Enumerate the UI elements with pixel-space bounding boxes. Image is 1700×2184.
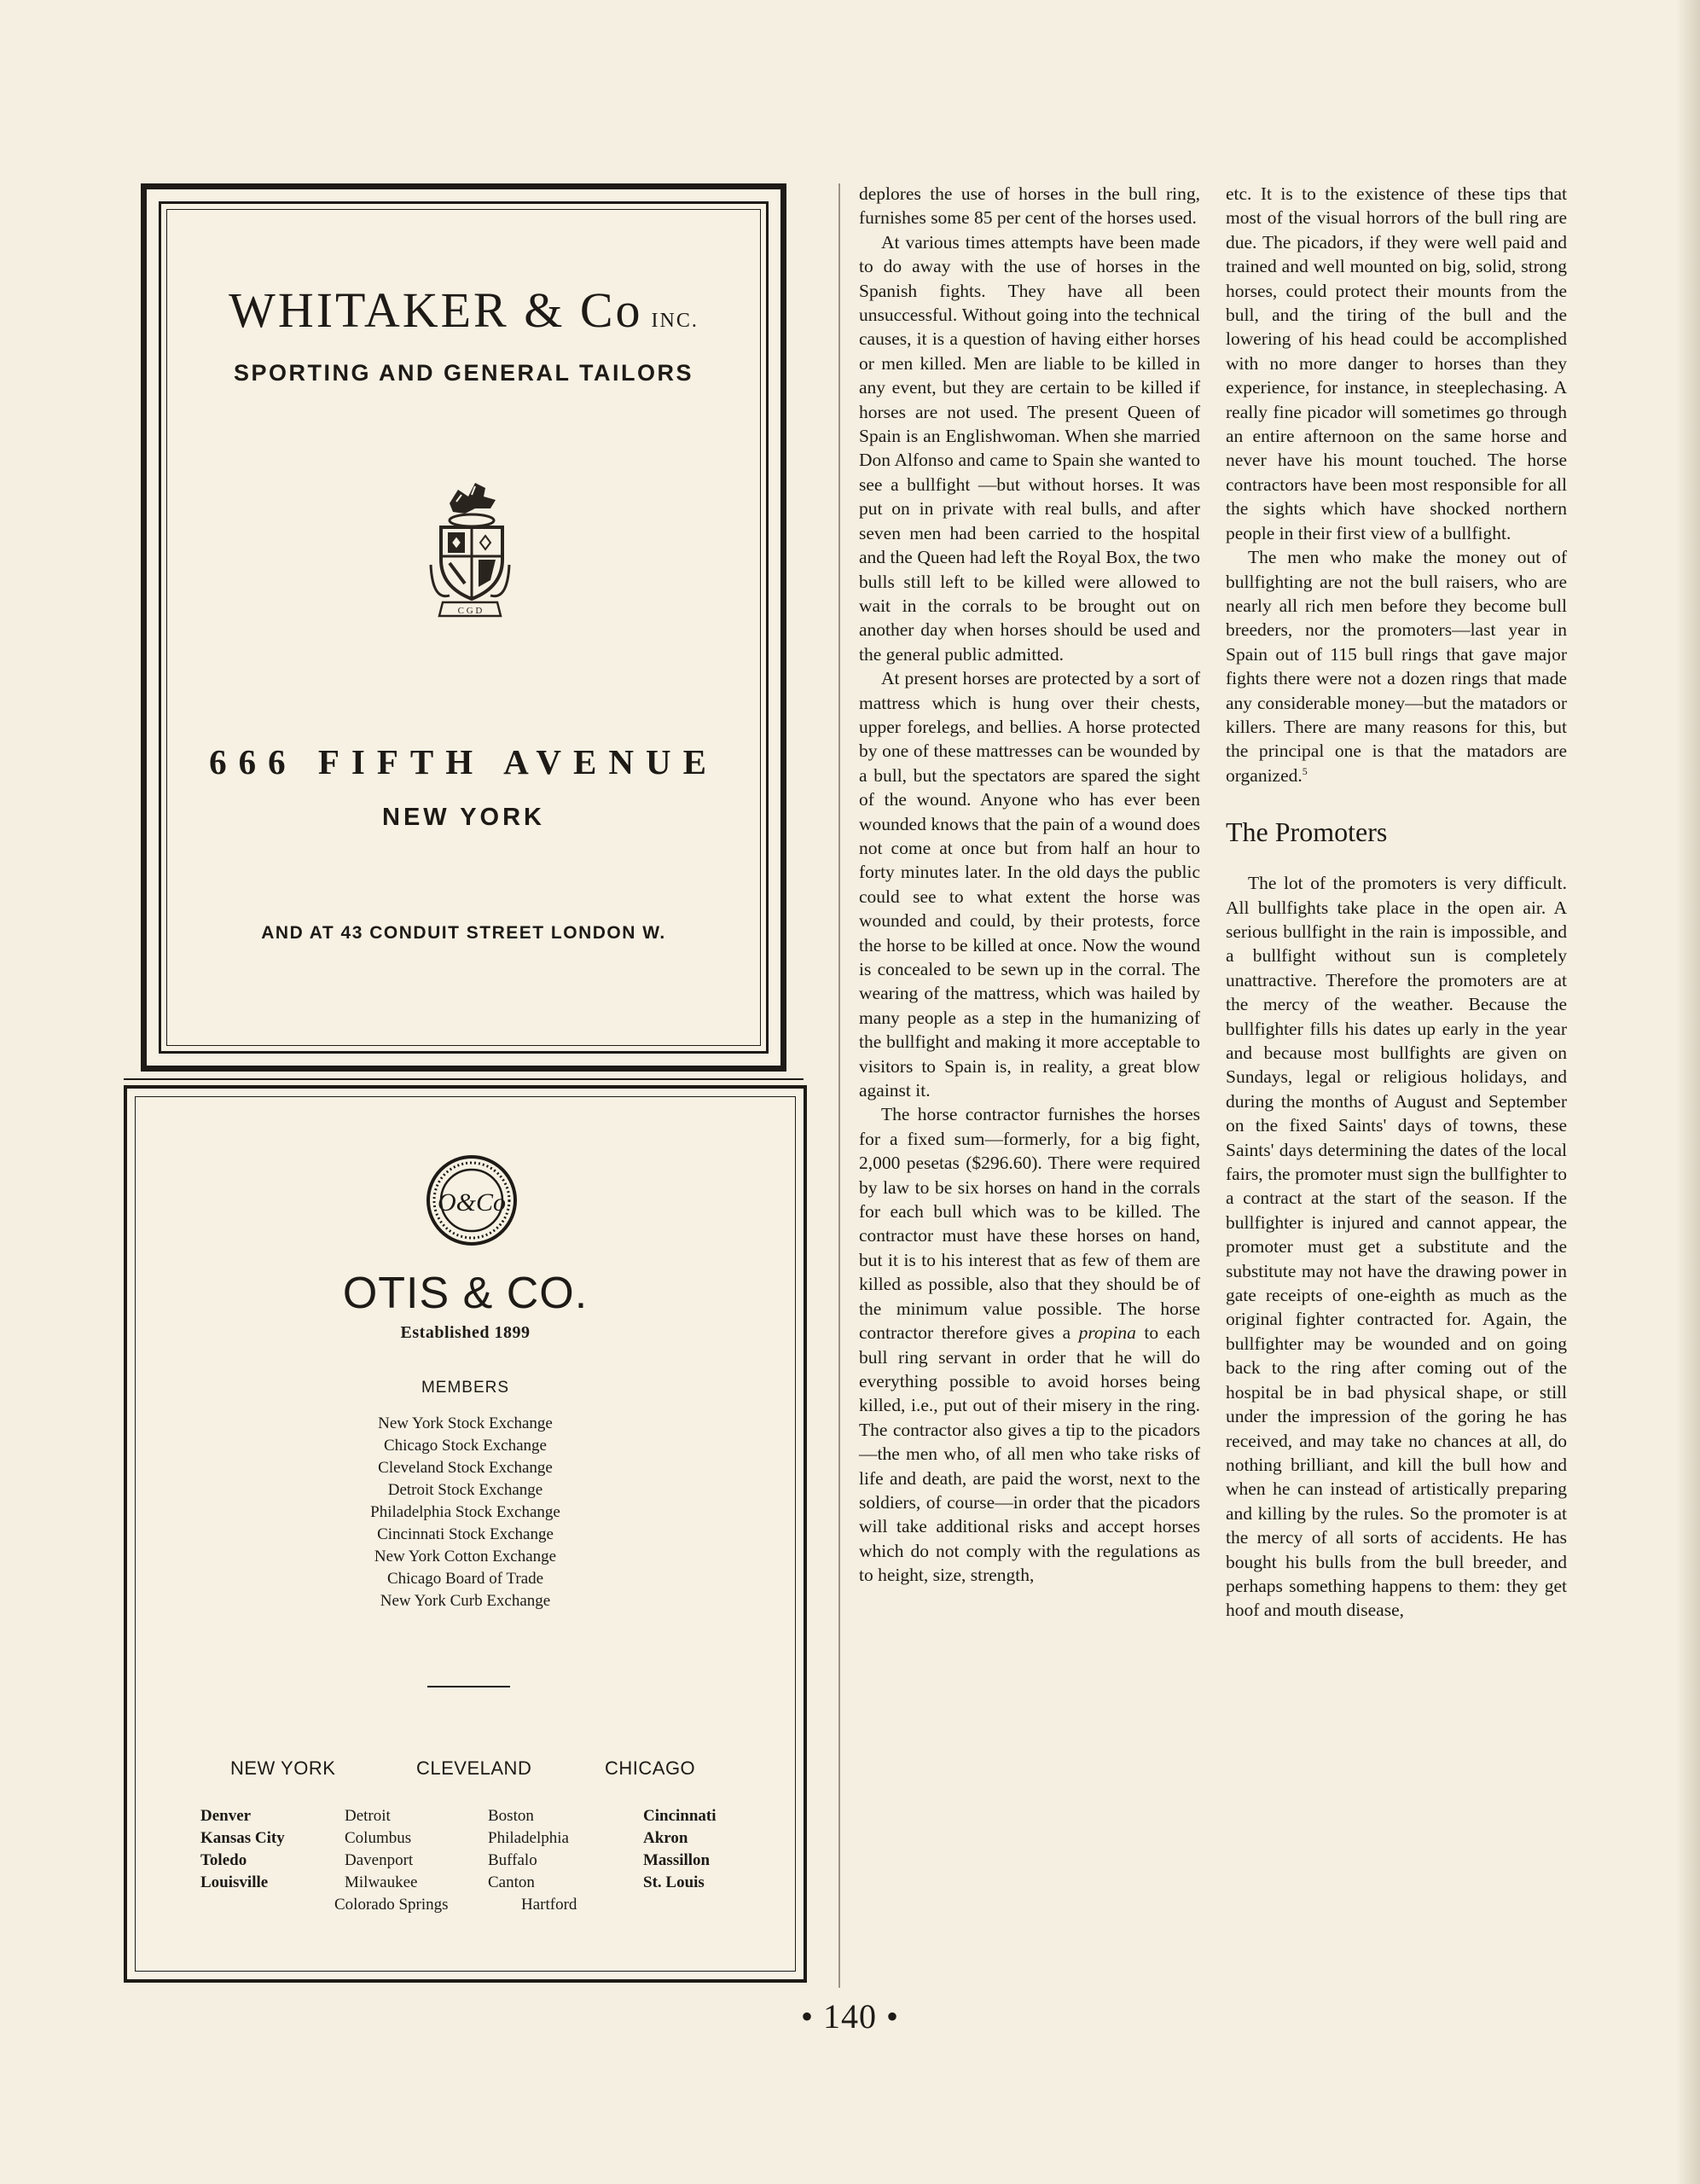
members-list [127,1413,804,1612]
section-heading: The Promoters [1226,816,1388,848]
branch-city: St. Louis [643,1873,705,1891]
article-column-2 [1226,182,1567,1623]
paragraph-text: The men who make the money out of bullfighting are not the bull raisers, who are nearly all rich men before they become bull breeders, nor the promoters—last year in Spain out of 115 bull rings that gave major fights there were not a dozen rings that made any considerable money—but the matadors or killers. There are many reasons for this, but the principal one is that the matadors are organized. [1226,547,1567,786]
branch-city: Boston [488,1807,534,1825]
paragraph: etc. It is to the existence of these tips that most of the visual horrors of the bull ring are due. The picadors, if they were well paid and trained and well mounted on big, solid, strong horses, could protect their mounts from the bull, and the tiring of the bull and the lowering of his head could be accomplished with no more danger to horses than they experience, for instance, in steeplechasing. A really fine picador will sometimes go through an entire afternoon on the same horse and never have his mount touched. The horse contractors have been most responsible for all the sights which have shocked northern people in their first view of a bullfight. [1226,183,1567,543]
branch-city: Davenport [345,1851,414,1869]
whitaker-name: WHITAKER & Co INC. [229,282,699,338]
member-exchange: Cincinnati Stock Exchange [377,1525,554,1543]
branch-list-col1 [200,1805,285,1894]
branch-city: Denver [200,1807,252,1825]
branch-list-col3 [488,1805,569,1894]
branch-city: Detroit [345,1807,391,1825]
member-exchange: Cleveland Stock Exchange [378,1459,553,1477]
member-exchange: Chicago Stock Exchange [383,1437,547,1455]
paragraph-text: to each bull ring servant in order that he will do everything possible to avoid horses being killed, i.e., put out of their misery in the ring. The contractor also gives a tip to the picadors—the men who, of all men who take risks of life and death, are paid the worst, next to the soldiers, of course—in order that the picadors will take additional risks and accept horses which do not comply with the regulations as to height, size, strength, [859,1322,1200,1586]
main-office-cleveland: CLEVELAND [416,1757,532,1779]
paragraph: At present horses are protected by a sort of mattress which is hung over their chests, upper forelegs, and bellies. A horse protected by one of these mattresses can be wounded by a bull, but the spectators are spared the sight of the wound. Anyone who has ever been wounded knows that the pain of a wound does not come at once but from half an hour to forty minutes later. In the old days the public could see to what extent the horse was wounded and could, by their protests, force the horse to be killed at once. Now the wound is concealed to be sewn up in the corral. The wearing of the mattress, which was hailed by many people as a step in the humanizing of the bullfight and making it more acceptable to visitors to Spain is, in reality, a great blow against it. [859,668,1200,1101]
paragraph [859,1102,1200,1587]
otis-monogram-text: O&Co [437,1188,507,1217]
crest-motto: C G D [457,606,483,616]
otis-monogram-logo-icon [426,1154,518,1246]
paragraph: The lot of the promoters is very difficult. All bullfights take place in the open air. A serious bullfight in the rain is impossible, and a bullfight without sun is completely unattractive. Therefore the promoters are at the mercy of the weather. Because the bullfighter fills his dates up early in the year and because most bullfights are given on Sundays, legal or religious holidays, and during the months of August and September on the fixed Saints' days of towns, these Saints' days determining the dates of the local fairs, the promoter must sign the bullfighter to a contract at the start of the season. If the bullfighter is injured and cannot appear, the promoter must get a substitute and the substitute may not have the drawing power in gate receipts of one-eighth as much as the original fighter contracted for. Again, the bullfighter may be wounded and on going back to the ring after coming out of the hospital be in bad physical shape, or still under the impression of the goring he has received, and may take no chances at all, do nothing brilliant, and kill the bull how and when he can instead of artistically preparing and killing by the rules. So the promoter is at the mercy of all sorts of accidents. He has bought his bulls from the bull breeder, and perhaps something happens to them: they get hoof and mouth disease, [1226,873,1567,1621]
whitaker-address: 666 FIFTH AVENUE [209,742,718,781]
branch-city-hartford: Hartford [521,1896,577,1914]
member-exchange: Philadelphia Stock Exchange [370,1503,560,1521]
whitaker-london-branch: AND AT 43 CONDUIT STREET LONDON W. [261,923,666,943]
member-exchange: Chicago Board of Trade [386,1570,544,1588]
member-exchange: New York Stock Exchange [378,1414,553,1432]
branch-city: Akron [643,1829,688,1847]
branch-city: Louisville [200,1873,269,1891]
branch-city: Massillon [643,1851,711,1869]
branch-city: Philadelphia [488,1829,569,1847]
branch-city: Milwaukee [345,1873,418,1891]
paper-edge-shadow [1676,0,1700,2184]
paragraph: At various times attempts have been made to do away with the use of horses in the Spanish fights. They have all been unsuccessful. Without going into the technical causes, it is a question of having either horses or men killed. Men are liable to be killed in any event, but they are certain to be killed if horses are not used. The present Queen of Spain is an Englishwoman. When she married Don Alfonso and came to Spain she wanted to see a bullfight —but without horses. It was put on in private with real bulls, and after seven men had been carried to the hospital and the Queen had left the Royal Box, the two bulls still left to be killed were allowed to wait in the corrals to be brought out on another day when horses should be used and the general public admitted. [859,231,1200,665]
article-column-1 [859,182,1200,1588]
main-office-chicago: CHICAGO [605,1757,696,1779]
branch-city: Canton [488,1873,535,1891]
member-exchange: New York Curb Exchange [380,1592,551,1610]
otis-established: Established 1899 [400,1323,531,1342]
whitaker-tagline: SPORTING AND GENERAL TAILORS [233,360,694,386]
branch-city-colorado-springs: Colorado Springs [334,1896,449,1914]
members-title: MEMBERS [421,1379,510,1397]
otis-name: OTIS & CO. [342,1269,589,1318]
branch-list-col4 [643,1805,717,1894]
page-number: • 140 • [800,1997,900,2036]
coat-of-arms-icon [424,471,516,624]
paragraph: deplores the use of horses in the bull ring, furnishes some 85 per cent of the horses used. [859,183,1200,229]
paragraph [1226,545,1567,787]
branch-list-col2 [345,1805,417,1894]
member-exchange: New York Cotton Exchange [374,1548,557,1565]
member-exchange: Detroit Stock Exchange [387,1481,543,1499]
whitaker-inc: INC. [651,310,699,332]
branch-city: Buffalo [488,1851,537,1869]
footnote-marker: 5 [1302,764,1308,777]
otis-advertisement [124,1085,807,1983]
branch-city: Cincinnati [643,1807,717,1825]
italic-term: propina [1078,1322,1136,1344]
column-divider [838,183,840,1988]
otis-divider-rule [427,1686,510,1687]
branch-city: Toledo [200,1851,247,1869]
paragraph-text: The horse contractor furnishes the horses for a fixed sum—formerly, for a big fight, 2,000 pesetas ($296.60). There were required by law to be six horses on hand in the corrals for each bull which was to be killed. The contractor must have these horses on hand, but it is to his interest that as few of them are killed as possible, also that they should be of the minimum value possible. The horse contractor therefore gives a [859,1104,1200,1344]
whitaker-advertisement [141,183,786,1072]
ad-separator-rule [124,1078,804,1080]
branch-city: Columbus [345,1829,412,1847]
whitaker-city: NEW YORK [382,804,545,831]
main-office-new-york: NEW YORK [230,1757,336,1779]
branch-city: Kansas City [200,1829,285,1847]
